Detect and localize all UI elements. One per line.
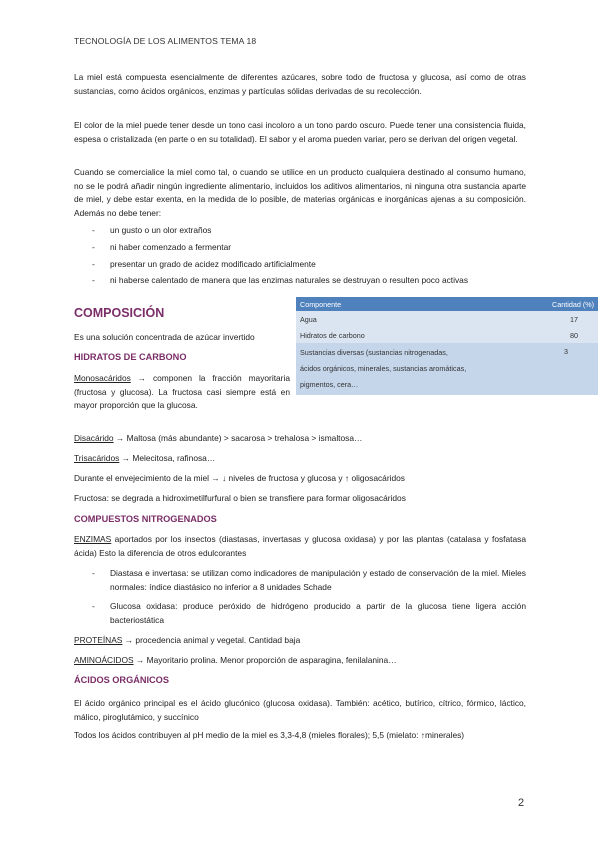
acidos-paragraph-2: Todos los ácidos contribuyen al pH medio de la miel es 3,3-4,8 (mieles florales); 5,5 (mielato: ↑minerales) [74, 730, 465, 740]
proteinas-text: → procedencia animal y vegetal. Cantidad baja [122, 635, 301, 645]
disacarido-paragraph [74, 432, 526, 446]
enzimas-text: aportados por los insectos (diastasas, invertasas y glucosa oxidasa) y por las plantas (catalasa y fosfatasa ácida) Esto la diferencia de otros edulcorantes [74, 534, 526, 558]
aminoacidos-label: AMINOÁCIDOS [74, 655, 134, 665]
bullet-text: presentar un grado de acidez modificado artificialmente [110, 259, 316, 269]
table-cell-name: Agua [296, 311, 474, 327]
composition-table [296, 297, 598, 395]
bullet-text: Glucosa oxidasa: produce peróxido de hidrógeno producido a partir de la glucosa tiene ligera acción bacteriostática [110, 601, 526, 625]
enzimas-label: ENZIMAS [74, 534, 112, 544]
disacarido-text: → Maltosa (más abundante) > sacarosa > trehalosa > ismaltosa… [113, 433, 363, 443]
bullet-text: un gusto o un olor extraños [110, 225, 212, 235]
section-title-nitrogenados: COMPUESTOS NITROGENADOS [74, 514, 217, 524]
page-number: 2 [518, 797, 525, 809]
acidos-paragraph-1: El ácido orgánico principal es el ácido glucónico (glucosa oxidasa). También: acético, butírico, cítrico, fórmico, láctico, málico, piroglutámico, y succínico [74, 698, 526, 722]
bullet-item: - presentar un grado de acidez modificado artificialmente [92, 258, 526, 272]
aging-paragraph: Durante el envejecimiento de la miel → ↓ niveles de fructosa y glucosa y ↑ oligosacáridos [74, 473, 405, 483]
bullet-text: ni haberse calentado de manera que las enzimas naturales se destruyan o resulten poco activas [110, 275, 469, 285]
table-cell-value: 80 [474, 327, 598, 343]
trisacaridos-paragraph [74, 452, 526, 466]
aminoacidos-paragraph [74, 654, 526, 668]
monosacaridos-label: Monosacáridos [74, 373, 131, 383]
table-row [296, 343, 598, 395]
fructosa-paragraph: Fructosa: se degrada a hidroximetilfurfural o bien se transfiere para formar oligosacáridos [74, 493, 406, 503]
table-cell-name: Hidratos de carbono [296, 327, 474, 343]
composicion-subtitle: Es una solución concentrada de azúcar invertido [74, 332, 255, 342]
intro-paragraph-3: Cuando se comercialice la miel como tal, o cuando se utilice en un producto cualquiera destinado al consumo humano, no se le podrá añadir ningún ingrediente alimentario, incluidos los aditivos alimentarios, ni ninguna otra sustancia aparte de miel, y debe estar exenta, en la medida de lo posible, de materias orgánicas e inorgánicas ajenas a su composición. Además no debe tener: [74, 167, 526, 218]
table-header-component: Componente [296, 297, 474, 311]
table-row [296, 311, 598, 327]
proteinas-label: PROTEÍNAS [74, 635, 123, 645]
bullet-item: - ni haber comenzado a fermentar [92, 241, 526, 255]
bullet-text: Diastasa e invertasa: se utilizan como indicadores de manipulación y estado de conservación de la miel. Mieles normales: índice diastásico no inferior a 8 unidades Schade [110, 568, 526, 592]
bullet-item: - Glucosa oxidasa: produce peróxido de hidrógeno producido a partir de la glucosa tiene ligera acción bacteriostática [92, 600, 526, 628]
monosacaridos-text: → componen la fracción mayoritaria (fructosa y glucosa). La fructosa casi siempre está en mayor proporción que la glucosa. [74, 373, 290, 411]
disacarido-label: Disacárido [74, 433, 114, 443]
intro-paragraph-2: El color de la miel puede tener desde un tono casi incoloro a un tono pardo oscuro. Puede tener una consistencia fluida, espesa o cristalizada (en parte o en su totalidad). El sabor y el aroma pueden variar, pero se derivan del origen vegetal. [74, 120, 526, 144]
table-row [296, 327, 598, 343]
section-title-composicion: COMPOSICIÓN [74, 306, 165, 320]
monosacaridos-paragraph [74, 372, 290, 413]
enzimas-paragraph [74, 533, 526, 560]
table-header-amount: Cantidad (%) [474, 297, 598, 311]
table-cell-value: 17 [474, 311, 598, 327]
bullet-item: - ni haberse calentado de manera que las enzimas naturales se destruyan o resulten poco activas [92, 274, 526, 302]
section-title-acidos: ÁCIDOS ORGÁNICOS [74, 675, 169, 685]
intro-paragraph-1: La miel está compuesta esencialmente de diferentes azúcares, sobre todo de fructosa y glucosa, así como de otras sustancias, como ácidos orgánicos, enzimas y partículas sólidas derivadas de su recolección. [74, 72, 526, 96]
table-cell-name: Sustancias diversas (sustancias nitrogenadas, ácidos orgánicos, minerales, sustancias aromáticas, pigmentos, cera… [296, 343, 474, 395]
bullet-item: - un gusto o un olor extraños [92, 224, 526, 238]
trisacaridos-text: → Melecitosa, rafinosa… [119, 453, 216, 463]
bullet-text: ni haber comenzado a fermentar [110, 242, 232, 252]
section-title-hidratos: HIDRATOS DE CARBONO [74, 352, 187, 362]
proteinas-paragraph [74, 634, 526, 648]
aminoacidos-text: → Mayoritario prolina. Menor proporción de asparagina, fenilalanina… [133, 655, 397, 665]
document-header: TECNOLOGÍA DE LOS ALIMENTOS TEMA 18 [74, 36, 257, 46]
table-cell-value: 3 [474, 343, 598, 395]
bullet-item: - Diastasa e invertasa: se utilizan como indicadores de manipulación y estado de conservación de la miel. Mieles normales: índice diastásico no inferior a 8 unidades Schade [92, 567, 526, 595]
trisacaridos-label: Trisacáridos [74, 453, 120, 463]
